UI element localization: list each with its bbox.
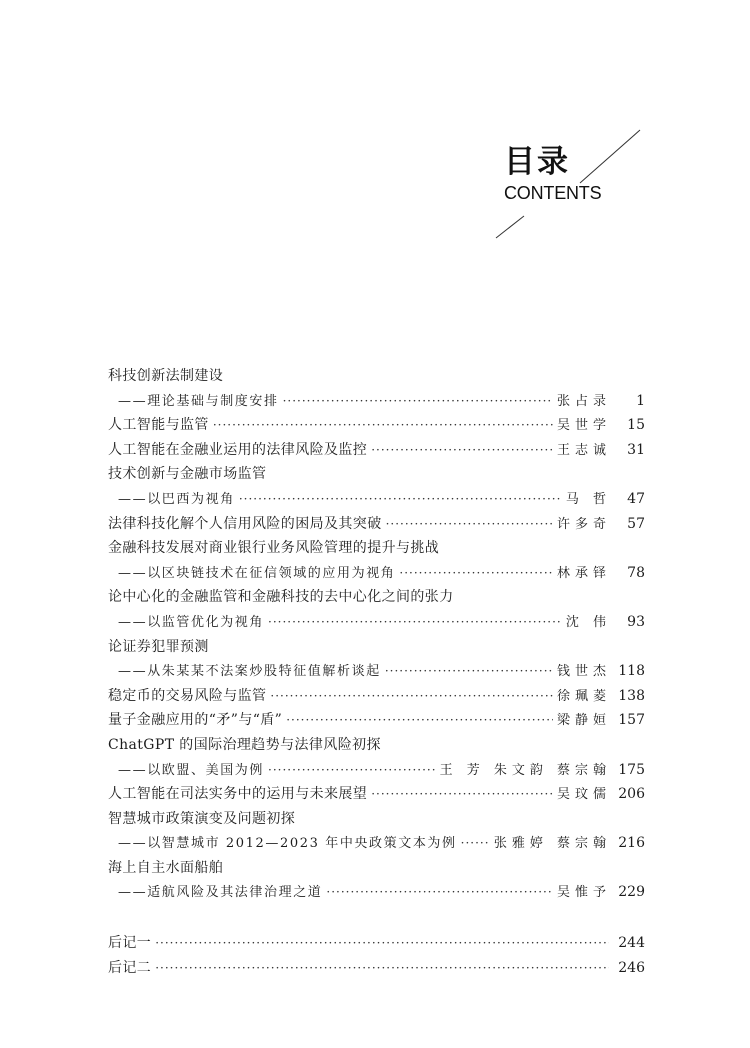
toc-entry-page: 157 [618, 712, 645, 729]
toc-entry-row[interactable] [108, 462, 645, 487]
toc-entry-page: 246 [618, 959, 645, 976]
toc-entry-row[interactable] [108, 856, 645, 881]
page-subtitle: CONTENTS [504, 183, 602, 203]
toc-entry-author: 张雅婷 蔡宗翰 [493, 836, 611, 852]
toc-entry-page: 206 [618, 786, 645, 803]
toc-entry-title: 论中心化的金融监管和金融科技的去中心化之间的张力 [108, 589, 454, 606]
dot-leader [155, 931, 609, 956]
toc-entry-title: 法律科技化解个人信用风险的困局及其突破 [108, 515, 382, 532]
toc-entry-title: ——以智慧城市 2012—2023 年中央政策文本为例 [118, 836, 457, 852]
toc-entry-row[interactable] [108, 733, 645, 758]
toc-entry-page: 244 [618, 935, 645, 952]
toc-entry-author: 钱世杰 [556, 664, 611, 680]
dot-leader [155, 956, 609, 981]
toc-entry-author: 许多奇 [556, 516, 611, 532]
toc-entry-page: 78 [627, 564, 645, 581]
toc-entry-page: 93 [627, 613, 645, 630]
toc-entry-title: 论证券犯罪预测 [108, 638, 209, 655]
toc-entry-row[interactable] [108, 635, 645, 660]
toc-entry-title: 金融科技发展对商业银行业务风险管理的提升与挑战 [108, 540, 440, 557]
toc-entry-author: 王 芳 朱文韵 蔡宗翰 [439, 762, 611, 778]
toc-entry-row[interactable] [108, 413, 645, 438]
toc-entry-row[interactable] [108, 364, 645, 389]
toc-entry-page: 118 [618, 663, 645, 680]
toc-entry-title: 后记一 [108, 935, 152, 952]
toc-entry-title: ——从朱某某不法案炒股特征值解析谈起 [118, 664, 381, 680]
toc-entry-page: 229 [618, 884, 645, 901]
toc-entry-author: 沈 伟 [565, 614, 611, 630]
dot-leader [268, 758, 436, 783]
toc-entry-title: 科技创新法制建设 [108, 368, 224, 384]
page-title: 目录 [504, 144, 570, 180]
toc-entry-title: ——理论基础与制度安排 [118, 393, 279, 409]
toc-entry-row[interactable] [108, 807, 645, 832]
dot-leader [286, 708, 553, 733]
toc-entry-author: 吴世学 [556, 418, 611, 434]
toc-gap [108, 905, 645, 931]
toc-entry-page: 31 [627, 441, 645, 458]
toc-entry-page: 138 [618, 687, 645, 704]
toc-entry-row[interactable] [108, 684, 645, 709]
dot-leader [268, 610, 562, 635]
dot-leader [239, 487, 562, 512]
toc-entry-title: 海上自主水面船舶 [108, 859, 224, 876]
toc-entry-author: 林承铎 [556, 565, 611, 581]
table-of-contents [108, 364, 645, 980]
toc-entry-title: 稳定币的交易风险与监管 [108, 687, 267, 704]
toc-entry-row[interactable] [108, 438, 645, 463]
dot-leader [371, 438, 553, 463]
dot-leader [270, 684, 553, 709]
toc-entry-author: 梁静姮 [556, 713, 611, 729]
toc-entry-row[interactable] [108, 512, 645, 537]
toc-entry-row[interactable] [108, 536, 645, 561]
dot-leader [399, 561, 553, 586]
toc-entry-title: 人工智能在司法实务中的运用与未来展望 [108, 786, 368, 803]
dot-leader [385, 659, 553, 684]
toc-entry-title: ChatGPT 的国际治理趋势与法律风险初探 [108, 736, 381, 753]
toc-entry-title: 量子金融应用的“矛”与“盾” [108, 712, 283, 729]
toc-subtitle-row[interactable] [108, 880, 645, 905]
toc-entry-title: ——以区块链技术在征信领域的应用为视角 [118, 565, 396, 581]
toc-entry-page: 47 [627, 490, 645, 507]
contents-header [480, 128, 650, 240]
toc-entry-author: 王志诚 [556, 442, 611, 458]
toc-subtitle-row[interactable] [108, 659, 645, 684]
toc-entry-title: ——适航风险及其法律治理之道 [118, 885, 323, 901]
toc-entry-author: 徐珮菱 [556, 688, 611, 704]
dot-leader [386, 512, 553, 537]
toc-entry-page: 175 [618, 761, 645, 778]
toc-entry-page: 216 [618, 835, 645, 852]
toc-entry-title: 智慧城市政策演变及问题初探 [108, 810, 296, 827]
toc-entry-row[interactable] [108, 782, 645, 807]
toc-entry-title: 后记二 [108, 959, 152, 976]
toc-subtitle-row[interactable] [108, 487, 645, 512]
toc-entry-page: 1 [636, 392, 645, 409]
toc-entry-author: 吴玟儒 [556, 787, 611, 803]
toc-entry-row[interactable] [108, 956, 645, 981]
toc-subtitle-row[interactable] [108, 561, 645, 586]
dot-leader [461, 831, 490, 856]
toc-entry-title: ——以监管优化为视角 [118, 614, 265, 630]
toc-entry-title: 技术创新与金融市场监管 [108, 466, 267, 483]
toc-entry-title: 人工智能在金融业运用的法律风险及监控 [108, 441, 368, 458]
dot-leader [326, 880, 553, 905]
toc-subtitle-row[interactable] [108, 758, 645, 783]
dot-leader [213, 413, 553, 438]
toc-entry-title: 人工智能与监管 [108, 417, 209, 434]
toc-entry-page: 57 [627, 515, 645, 532]
toc-entry-author: 马 哲 [565, 491, 611, 507]
dot-leader [283, 389, 553, 414]
toc-entry-row[interactable] [108, 708, 645, 733]
toc-entry-row[interactable] [108, 931, 645, 956]
toc-entry-author: 张占录 [556, 393, 611, 409]
toc-entry-author: 吴惟予 [556, 885, 611, 901]
toc-subtitle-row[interactable] [108, 610, 645, 635]
toc-subtitle-row[interactable] [108, 389, 645, 414]
toc-entry-row[interactable] [108, 585, 645, 610]
toc-entry-page: 15 [627, 417, 645, 434]
dot-leader [371, 782, 553, 807]
toc-entry-title: ——以巴西为视角 [118, 491, 235, 507]
toc-subtitle-row[interactable] [108, 831, 645, 856]
toc-entry-title: ——以欧盟、美国为例 [118, 762, 265, 778]
